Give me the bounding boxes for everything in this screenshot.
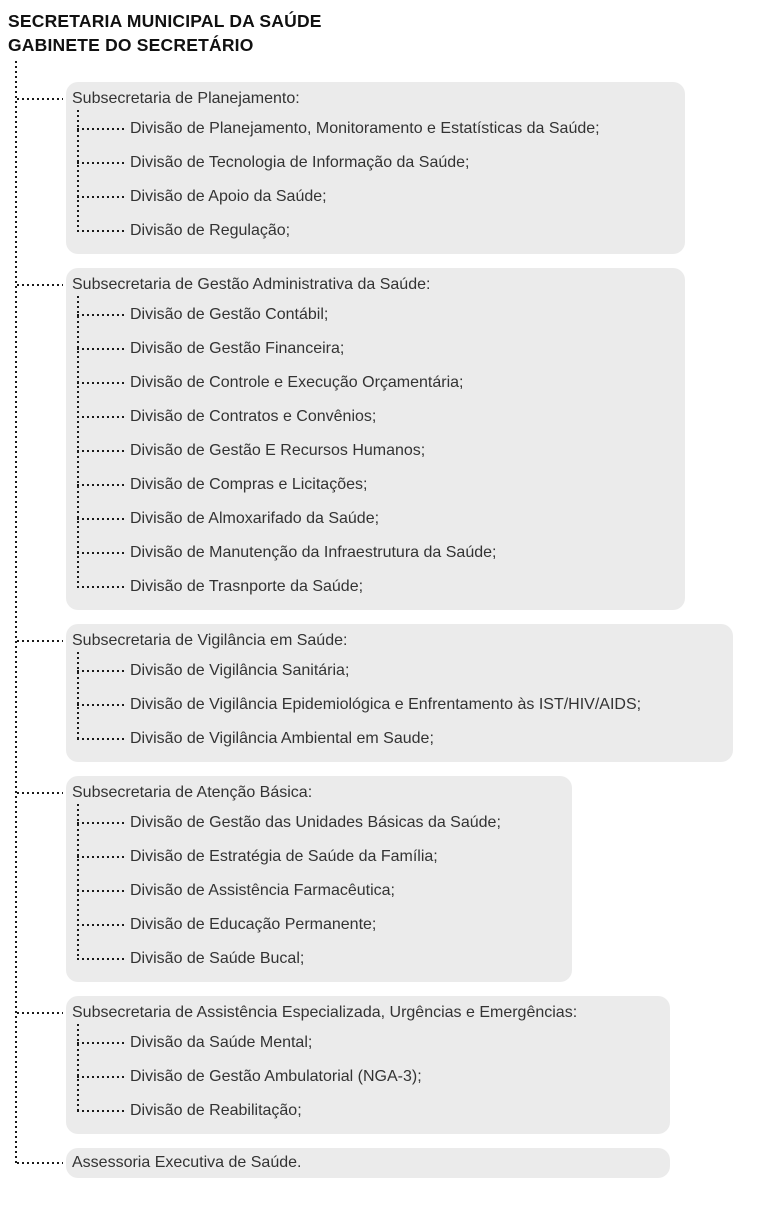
item-branch-dotted-line: [77, 128, 125, 130]
section-atencao-basica: [66, 776, 572, 982]
item-branch-dotted-line: [77, 518, 125, 520]
section-title: Subsecretaria de Vigilância em Saúde:: [72, 632, 348, 649]
branch-dotted-line: [17, 98, 63, 100]
division-label: Divisão de Compras e Licitações;: [130, 476, 368, 493]
branch-dotted-line: [17, 640, 63, 642]
division-label: Divisão de Assistência Farmacêutica;: [130, 882, 395, 899]
division-item: [66, 1060, 670, 1094]
item-branch-dotted-line: [77, 196, 125, 198]
section-title: Subsecretaria de Assistência Especializada, Urgências e Emergências:: [72, 1004, 578, 1021]
division-label: Divisão de Apoio da Saúde;: [130, 188, 327, 205]
division-item: [66, 214, 685, 248]
item-branch-dotted-line: [77, 738, 125, 740]
division-item: [66, 536, 685, 570]
item-branch-dotted-line: [77, 856, 125, 858]
division-item: [66, 722, 733, 756]
sub-trunk-dotted-line: [77, 652, 79, 740]
item-branch-dotted-line: [77, 314, 125, 316]
division-label: Divisão de Vigilância Epidemiológica e Enfrentamento às IST/HIV/AIDS;: [130, 696, 642, 713]
division-item: [66, 502, 685, 536]
division-label: Divisão de Planejamento, Monitoramento e Estatísticas da Saúde;: [130, 120, 600, 137]
item-branch-dotted-line: [77, 822, 125, 824]
section-assistencia-especializada: [66, 996, 670, 1134]
division-item: [66, 298, 685, 332]
division-item: [66, 874, 572, 908]
branch-dotted-line: [17, 1162, 63, 1164]
division-label: Divisão de Educação Permanente;: [130, 916, 377, 933]
section-title: Assessoria Executiva de Saúde.: [72, 1154, 302, 1171]
division-label: Divisão de Tecnologia de Informação da Saúde;: [130, 154, 470, 171]
trunk-dotted-line: [15, 61, 17, 1164]
division-item: [66, 180, 685, 214]
division-label: Divisão de Saúde Bucal;: [130, 950, 305, 967]
item-branch-dotted-line: [77, 586, 125, 588]
section-title: Subsecretaria de Planejamento:: [72, 90, 300, 107]
title-line-1: SECRETARIA MUNICIPAL DA SAÚDE: [8, 11, 322, 31]
division-label: Divisão da Saúde Mental;: [130, 1034, 313, 1051]
division-item: [66, 434, 685, 468]
division-label: Divisão de Estratégia de Saúde da Família;: [130, 848, 438, 865]
division-item: [66, 840, 572, 874]
sub-trunk-dotted-line: [77, 804, 79, 960]
sub-trunk-dotted-line: [77, 296, 79, 588]
division-label: Divisão de Gestão Contábil;: [130, 306, 329, 323]
item-branch-dotted-line: [77, 1076, 125, 1078]
division-label: Divisão de Gestão Ambulatorial (NGA-3);: [130, 1068, 422, 1085]
item-branch-dotted-line: [77, 924, 125, 926]
division-label: Divisão de Regulação;: [130, 222, 291, 239]
item-branch-dotted-line: [77, 890, 125, 892]
division-item: [66, 688, 733, 722]
division-item: [66, 468, 685, 502]
item-branch-dotted-line: [77, 450, 125, 452]
division-label: Divisão de Almoxarifado da Saúde;: [130, 510, 380, 527]
branch-dotted-line: [17, 792, 63, 794]
division-label: Divisão de Vigilância Sanitária;: [130, 662, 350, 679]
item-branch-dotted-line: [77, 484, 125, 486]
item-branch-dotted-line: [77, 1110, 125, 1112]
item-branch-dotted-line: [77, 230, 125, 232]
item-branch-dotted-line: [77, 670, 125, 672]
division-item: [66, 400, 685, 434]
org-tree: [0, 82, 761, 1178]
item-branch-dotted-line: [77, 704, 125, 706]
division-label: Divisão de Trasnporte da Saúde;: [130, 578, 364, 595]
division-item: [66, 806, 572, 840]
sub-trunk-dotted-line: [77, 1024, 79, 1112]
page-title: [0, 0, 761, 57]
division-item: [66, 942, 572, 976]
section-title: Subsecretaria de Atenção Básica:: [72, 784, 313, 801]
division-label: Divisão de Contratos e Convênios;: [130, 408, 377, 425]
division-item: [66, 1094, 670, 1128]
branch-dotted-line: [17, 1012, 63, 1014]
division-label: Divisão de Gestão das Unidades Básicas da Saúde;: [130, 814, 501, 831]
item-branch-dotted-line: [77, 162, 125, 164]
item-branch-dotted-line: [77, 958, 125, 960]
item-branch-dotted-line: [77, 382, 125, 384]
division-item: [66, 112, 685, 146]
division-item: [66, 146, 685, 180]
sub-trunk-dotted-line: [77, 110, 79, 232]
division-item: [66, 1026, 670, 1060]
division-item: [66, 570, 685, 604]
division-item: [66, 332, 685, 366]
branch-dotted-line: [17, 284, 63, 286]
section-gestao-administrativa: [66, 268, 685, 610]
title-line-2: GABINETE DO SECRETÁRIO: [8, 35, 254, 55]
division-item: [66, 366, 685, 400]
division-label: Divisão de Controle e Execução Orçamentária;: [130, 374, 464, 391]
section-planejamento: [66, 82, 685, 254]
division-label: Divisão de Manutenção da Infraestrutura da Saúde;: [130, 544, 497, 561]
section-vigilancia: [66, 624, 733, 762]
division-label: Divisão de Vigilância Ambiental em Saude;: [130, 730, 434, 747]
item-branch-dotted-line: [77, 1042, 125, 1044]
division-item: [66, 908, 572, 942]
item-branch-dotted-line: [77, 348, 125, 350]
division-item: [66, 654, 733, 688]
division-label: Divisão de Reabilitação;: [130, 1102, 302, 1119]
item-branch-dotted-line: [77, 416, 125, 418]
section-assessoria-executiva: [66, 1148, 670, 1178]
division-label: Divisão de Gestão E Recursos Humanos;: [130, 442, 426, 459]
section-title: Subsecretaria de Gestão Administrativa da Saúde:: [72, 276, 431, 293]
item-branch-dotted-line: [77, 552, 125, 554]
division-label: Divisão de Gestão Financeira;: [130, 340, 345, 357]
